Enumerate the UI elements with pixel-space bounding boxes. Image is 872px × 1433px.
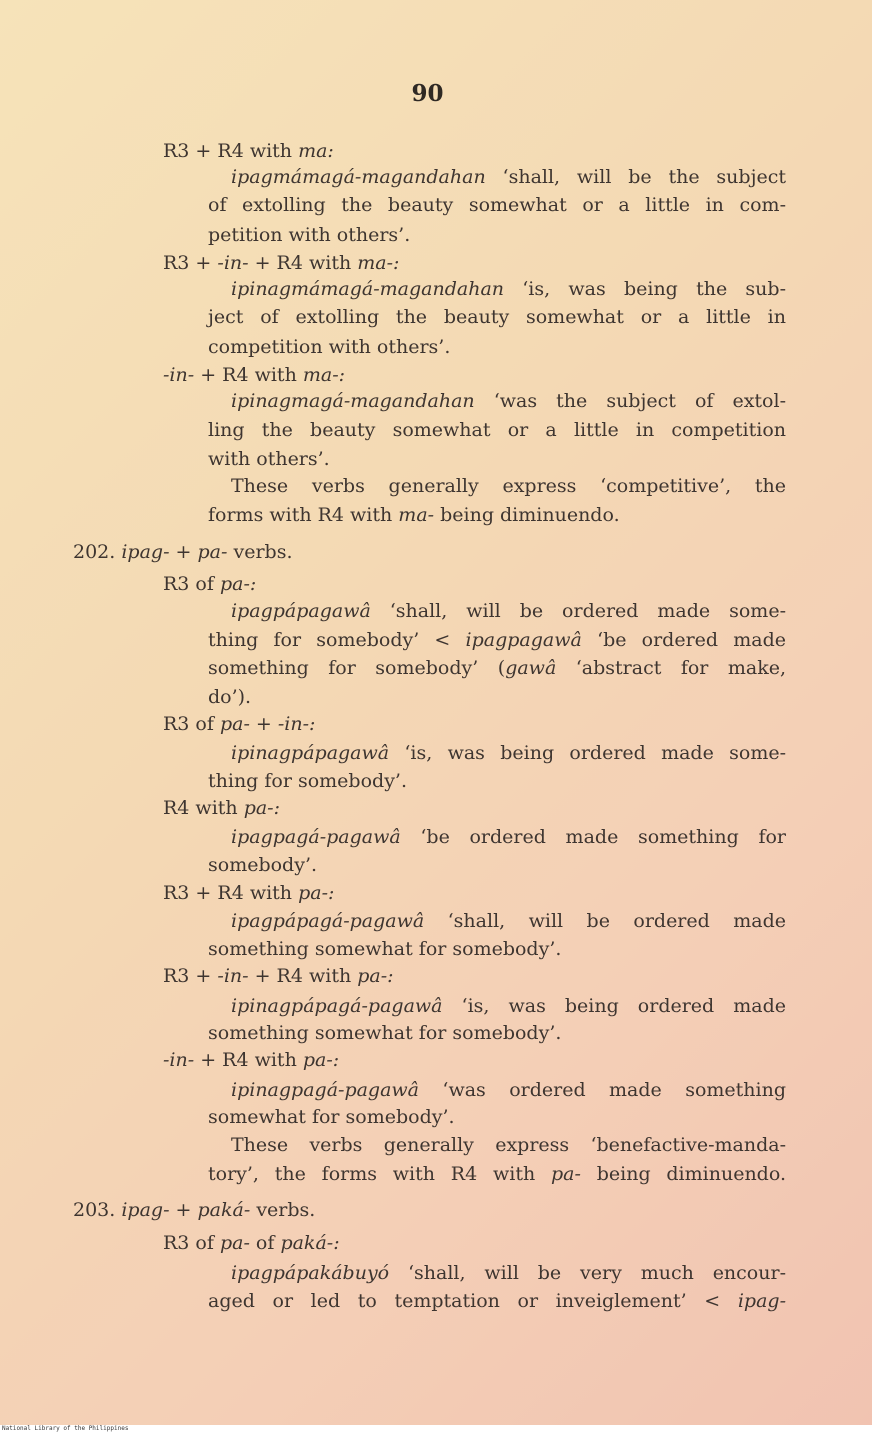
text-line [208,502,620,528]
text-line [73,1197,315,1223]
text-line [208,936,561,962]
text-line [163,795,280,821]
italic-form: pa- [219,713,250,735]
text-span: being diminuendo. [580,1163,786,1185]
italic-form: pa- [219,1232,250,1254]
text-span: do’). [208,686,252,708]
text-span: ling the beauty somewhat or a little in competition [208,419,786,441]
italic-form: ipinagpápagawâ [231,742,390,764]
text-span: + [169,541,198,563]
text-line [231,740,786,766]
text-span: somewhat for somebody’. [208,1106,455,1128]
text-span: of extolling the beauty somewhat or a little in com- [208,194,786,216]
text-span: ‘was the subject of extol- [474,390,786,412]
text-span: petition with others’. [208,224,411,246]
italic-form: ipag- [121,541,170,563]
text-line [208,1020,561,1046]
text-line [208,684,251,710]
text-span: + [249,713,278,735]
text-line [231,1132,786,1158]
text-span: R3 + [163,252,218,274]
text-span: R3 of [163,713,220,735]
italic-form: pa-: [302,1049,340,1071]
text-span: R3 + R4 with [163,882,299,904]
italic-form: ipag- [121,1199,170,1221]
text-span: with others’. [208,448,330,470]
text-span: + R4 with [248,252,358,274]
text-span: forms with R4 with [208,504,399,526]
italic-form: ipagmámagá-magandahan [231,166,486,188]
text-span: + R4 with [194,364,303,386]
text-line [231,908,786,934]
text-line [163,711,315,737]
text-line [208,446,330,472]
text-line [208,417,786,443]
text-span: ‘abstract for make, [556,657,787,679]
text-span: thing for somebody’ < [208,629,466,651]
text-line [208,304,786,330]
text-line [208,852,317,878]
text-span: 203. [73,1199,122,1221]
text-span: ‘is, was being the sub- [504,278,786,300]
text-line [231,473,786,499]
text-line [208,655,786,681]
text-span: ‘be ordered made something for [400,826,786,848]
italic-form: pa- [551,1163,581,1185]
text-span: + [169,1199,198,1221]
italic-form: -in- [163,364,195,386]
text-line [231,1260,786,1286]
text-span: These verbs generally express ‘competitive’, the [231,475,786,497]
text-line [231,1077,786,1103]
text-line [163,1230,340,1256]
italic-form: pa- [197,541,228,563]
text-span: thing for somebody’. [208,770,408,792]
text-line [231,388,786,414]
text-span: + R4 with [194,1049,303,1071]
text-line [208,334,450,360]
italic-form: ipinagpagá-pagawâ [231,1079,420,1101]
text-line [163,138,334,164]
text-span: ‘is, was being ordered made [442,995,786,1017]
italic-form: ipagpápagá-pagawâ [231,910,425,932]
text-span: something for somebody’ ( [208,657,506,679]
text-span: ‘is, was being ordered made some- [389,742,786,764]
text-line [163,571,256,597]
italic-form: ipinagpápagá-pagawâ [231,995,443,1017]
italic-form: paká- [197,1199,251,1221]
text-span: ‘shall, will be ordered made [424,910,786,932]
italic-form: ipagpagawâ [465,629,582,651]
text-line [163,963,394,989]
text-span: ‘was ordered made something [419,1079,786,1101]
text-span: R3 + [163,965,218,987]
text-line [231,598,786,624]
text-line [208,1161,786,1187]
text-span: competition with others’. [208,336,451,358]
italic-form: -in- [217,252,249,274]
italic-form: ma- [398,504,435,526]
text-line [208,222,410,248]
text-line [208,1104,455,1130]
italic-form: ipinagmagá-magandahan [231,390,475,412]
italic-form: -in- [217,965,249,987]
italic-form: ma-: [357,252,400,274]
italic-form: ipagpagá-pagawâ [231,826,401,848]
text-span: ‘shall, will be very much encour- [389,1262,786,1284]
italic-form: pa-: [219,573,257,595]
text-line [208,192,786,218]
footer-bar [0,1425,872,1433]
italic-form: ma: [298,140,334,162]
text-span: verbs. [250,1199,316,1221]
text-line [73,539,293,565]
italic-form: -in- [163,1049,195,1071]
italic-form: ipagpápakábuyó [231,1262,390,1284]
page-number: 90 [411,80,444,107]
text-span: R3 + R4 with [163,140,299,162]
text-line [163,880,334,906]
text-span: ‘be ordered made [581,629,786,651]
text-span: R3 of [163,573,220,595]
text-span: somebody’. [208,854,318,876]
italic-form: ipag- [737,1290,786,1312]
text-span: something somewhat for somebody’. [208,1022,562,1044]
text-span: + R4 with [248,965,358,987]
text-span: verbs. [227,541,293,563]
text-span: These verbs generally express ‘benefactive-manda- [231,1134,786,1156]
italic-form: ipinagmámagá-magandahan [231,278,505,300]
text-span: ‘shall, will be ordered made some- [370,600,786,622]
italic-form: pa-: [298,882,335,904]
text-span: 202. [73,541,122,563]
italic-form: pa-: [243,797,280,819]
text-line [231,164,786,190]
italic-form: paká-: [280,1232,340,1254]
text-span: aged or led to temptation or inveiglement’ < [208,1290,738,1312]
text-line [208,1288,786,1314]
italic-form: -in-: [277,713,316,735]
italic-form: ma-: [302,364,346,386]
text-line [163,1047,339,1073]
text-line [163,250,399,276]
text-line [208,627,786,653]
text-span: ‘shall, will be the subject [485,166,786,188]
text-line [231,993,786,1019]
text-span: being diminuendo. [434,504,620,526]
italic-form: pa-: [357,965,394,987]
text-line [231,276,786,302]
text-span: tory’, the forms with R4 with [208,1163,551,1185]
text-span: ject of extolling the beauty somewhat or a little in [208,306,786,328]
italic-form: ipagpápagawâ [231,600,371,622]
text-span: something somewhat for somebody’. [208,938,562,960]
text-line [208,768,407,794]
text-span: R4 with [163,797,244,819]
text-line [231,824,786,850]
text-span: R3 of [163,1232,220,1254]
text-span: of [249,1232,281,1254]
library-credit: National Library of the Philippines [2,1425,129,1432]
italic-form: gawâ [505,657,557,679]
text-line [163,362,345,388]
